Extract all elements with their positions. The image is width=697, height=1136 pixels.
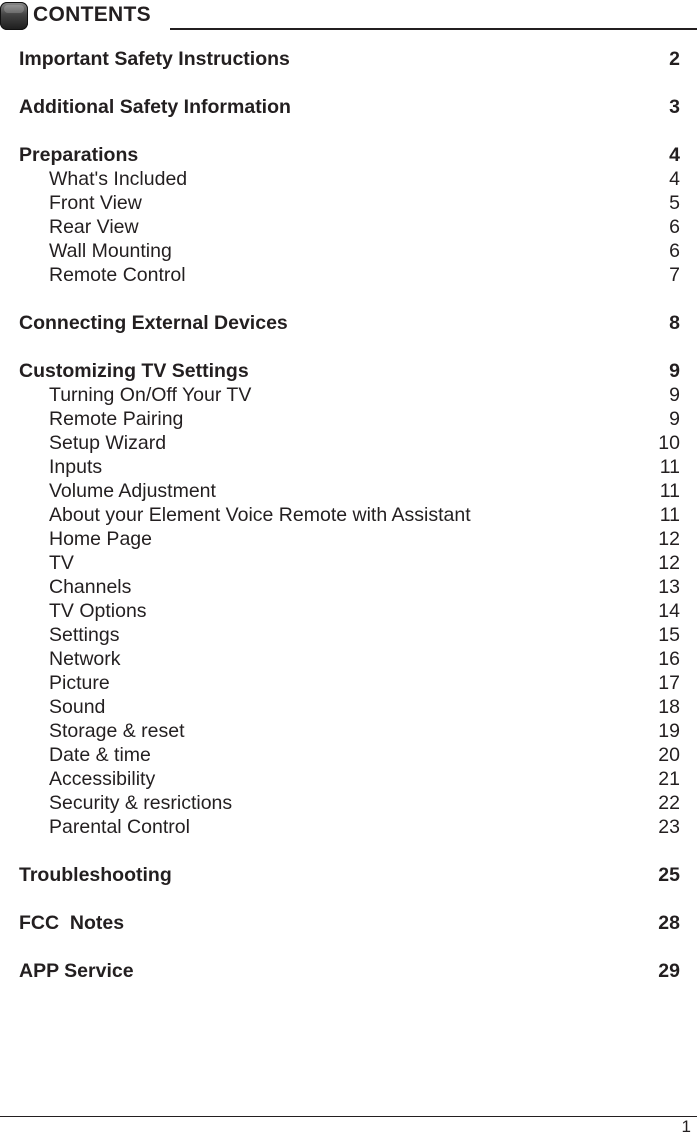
toc-entry-connecting-external-devices[interactable] — [0, 311, 697, 335]
toc-entry-label: Front View — [49, 192, 142, 214]
toc-entry-page: 10 — [658, 432, 680, 454]
toc-entry-label: Wall Mounting — [49, 240, 172, 262]
toc-entry-page: 11 — [659, 480, 680, 502]
toc-entry-label: APP Service — [19, 960, 134, 982]
rounded-square-icon — [0, 2, 28, 30]
toc-entry-label: Troubleshooting — [19, 864, 172, 886]
toc-subentry-storage-reset[interactable] — [0, 719, 697, 743]
page-title: CONTENTS — [33, 3, 151, 26]
toc-entry-fcc-notes[interactable] — [0, 911, 697, 935]
footer-divider — [0, 1116, 697, 1117]
toc-entry-page: 12 — [658, 552, 680, 574]
toc-entry-label: Remote Pairing — [49, 408, 184, 430]
toc-subentry-inputs[interactable] — [0, 455, 697, 479]
toc-subentry-tv-options[interactable] — [0, 599, 697, 623]
toc-entry-label: Settings — [49, 624, 120, 646]
toc-entry-page: 14 — [658, 600, 680, 622]
toc-subentry-volume-adjustment[interactable] — [0, 479, 697, 503]
toc-entry-label: Sound — [49, 696, 106, 718]
toc-entry-page: 3 — [669, 96, 680, 118]
toc-entry-important-safety-instructions[interactable] — [0, 47, 697, 71]
toc-entry-additional-safety-information[interactable] — [0, 95, 697, 119]
toc-entry-label: Remote Control — [49, 264, 186, 286]
toc-subentry-network[interactable] — [0, 647, 697, 671]
toc-entry-page: 13 — [658, 576, 680, 598]
contents-header — [0, 0, 697, 32]
toc-entry-page: 8 — [669, 312, 680, 334]
toc-entry-label: Connecting External Devices — [19, 312, 288, 334]
toc-entry-label: Important Safety Instructions — [19, 48, 290, 70]
toc-subentry-whats-included[interactable] — [0, 167, 697, 191]
toc-entry-label: Channels — [49, 576, 132, 598]
toc-entry-page: 9 — [669, 384, 680, 406]
toc-entry-label: Storage & reset — [49, 720, 185, 742]
toc-entry-page: 15 — [658, 624, 680, 646]
toc-entry-page: 7 — [669, 264, 680, 286]
toc-entry-page: 16 — [658, 648, 680, 670]
toc-entry-label: Volume Adjustment — [49, 480, 216, 502]
toc-entry-label: Inputs — [49, 456, 103, 478]
toc-entry-label: Security & resrictions — [49, 792, 233, 814]
toc-subentry-settings[interactable] — [0, 623, 697, 647]
toc-subentry-home-page[interactable] — [0, 527, 697, 551]
toc-subentry-accessibility[interactable] — [0, 767, 697, 791]
toc-entry-label: Parental Control — [49, 816, 190, 838]
toc-subentry-parental-control[interactable] — [0, 815, 697, 839]
toc-entry-label: TV Options — [49, 600, 147, 622]
toc-entry-page: 28 — [658, 912, 680, 934]
toc-entry-page: 9 — [669, 408, 680, 430]
toc-entry-label: Preparations — [19, 144, 139, 166]
toc-entry-label: Picture — [49, 672, 110, 694]
toc-entry-label: Network — [49, 648, 121, 670]
toc-subentry-rear-view[interactable] — [0, 215, 697, 239]
toc-entry-label: What's Included — [49, 168, 188, 190]
toc-subentry-tv[interactable] — [0, 551, 697, 575]
toc-entry-page: 11 — [659, 504, 680, 526]
toc-entry-page: 20 — [658, 744, 680, 766]
toc-entry-app-service[interactable] — [0, 959, 697, 983]
toc-entry-page: 6 — [669, 216, 680, 238]
toc-entry-label: Home Page — [49, 528, 152, 550]
toc-entry-page: 21 — [658, 768, 680, 790]
toc-entry-page: 18 — [658, 696, 680, 718]
toc-subentry-picture[interactable] — [0, 671, 697, 695]
toc-entry-page: 17 — [658, 672, 680, 694]
table-of-contents — [0, 47, 697, 983]
toc-entry-page: 6 — [669, 240, 680, 262]
toc-subentry-remote-pairing[interactable] — [0, 407, 697, 431]
toc-subentry-setup-wizard[interactable] — [0, 431, 697, 455]
toc-entry-label: Additional Safety Information — [19, 96, 291, 118]
toc-entry-label: Customizing TV Settings — [19, 360, 249, 382]
toc-entry-page: 4 — [669, 168, 680, 190]
toc-entry-page: 22 — [658, 792, 680, 814]
toc-entry-label: Setup Wizard — [49, 432, 167, 454]
toc-subentry-channels[interactable] — [0, 575, 697, 599]
toc-entry-label: FCC Notes — [19, 912, 125, 934]
toc-entry-page: 12 — [658, 528, 680, 550]
toc-entry-label: Accessibility — [49, 768, 156, 790]
toc-entry-page: 25 — [658, 864, 680, 886]
toc-subentry-wall-mounting[interactable] — [0, 239, 697, 263]
toc-subentry-remote-control[interactable] — [0, 263, 697, 287]
toc-entry-page: 23 — [658, 816, 680, 838]
footer-page-number: 1 — [681, 1117, 691, 1136]
toc-subentry-date-time[interactable] — [0, 743, 697, 767]
toc-entry-page: 4 — [669, 144, 680, 166]
toc-subentry-sound[interactable] — [0, 695, 697, 719]
toc-subentry-voice-remote[interactable] — [0, 503, 697, 527]
toc-entry-troubleshooting[interactable] — [0, 863, 697, 887]
toc-entry-page: 29 — [658, 960, 680, 982]
toc-entry-label: Date & time — [49, 744, 151, 766]
toc-entry-label: Turning On/Off Your TV — [49, 384, 252, 406]
toc-entry-page: 19 — [658, 720, 680, 742]
toc-subentry-front-view[interactable] — [0, 191, 697, 215]
toc-entry-customizing-tv-settings[interactable] — [0, 359, 697, 383]
toc-entry-page: 2 — [669, 48, 680, 70]
toc-entry-page: 9 — [669, 360, 680, 382]
toc-entry-page: 5 — [669, 192, 680, 214]
toc-entry-label: Rear View — [49, 216, 139, 238]
toc-entry-preparations[interactable] — [0, 143, 697, 167]
toc-subentry-turning-on-off[interactable] — [0, 383, 697, 407]
toc-entry-page: 11 — [659, 456, 680, 478]
toc-subentry-security-restrictions[interactable] — [0, 791, 697, 815]
toc-entry-label: TV — [49, 552, 74, 574]
header-divider — [170, 28, 697, 30]
toc-entry-label: About your Element Voice Remote with Assistant — [49, 504, 471, 526]
